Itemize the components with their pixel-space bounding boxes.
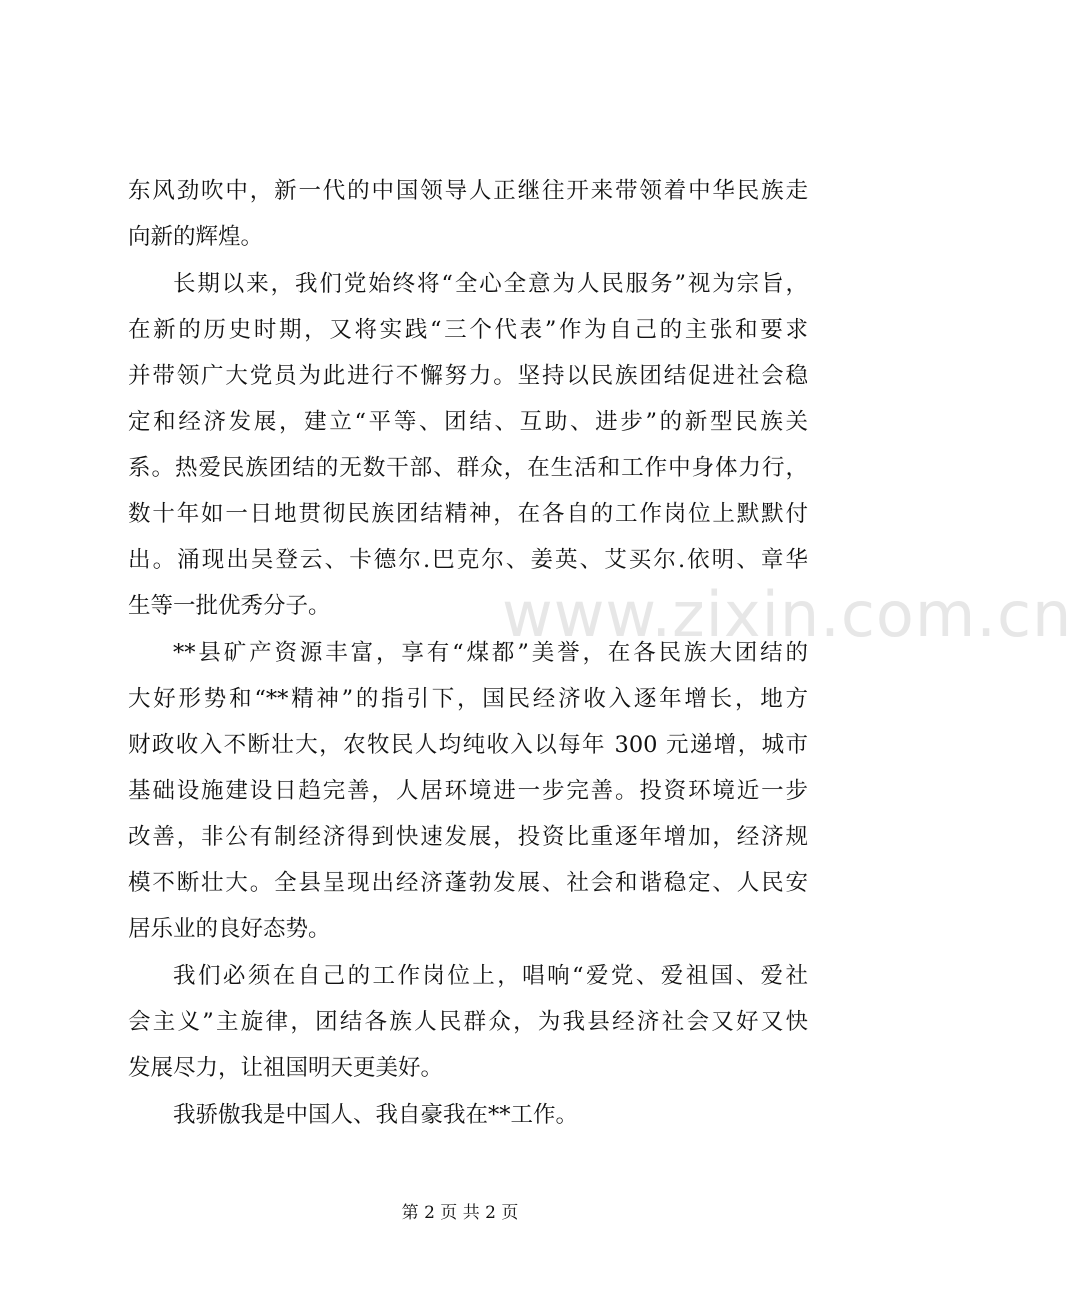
text-line: 系。热爱民族团结的无数干部、群众，在生活和工作中身体力行， [128, 455, 808, 481]
paragraph-first-line: 我们必须在自己的工作岗位上，唱响“爱党、爱祖国、爱社 [173, 963, 808, 989]
page-number-footer: 第 2 页 共 2 页 [401, 1203, 519, 1223]
watermark: www.zixin.com.cn [502, 578, 1072, 651]
text-line: 会主义”主旋律，团结各族人民群众，为我县经济社会又好又快 [128, 1009, 808, 1035]
text-line: 大好形势和“**精神”的指引下，国民经济收入逐年增长，地方 [128, 686, 808, 712]
text-line: 基础设施建设日趋完善，人居环境进一步完善。投资环境近一步 [128, 778, 808, 804]
text-line: 数十年如一日地贯彻民族团结精神，在各自的工作岗位上默默付 [128, 501, 808, 527]
paragraph-first-line: **县矿产资源丰富，享有“煤都”美誉，在各民族大团结的 [173, 640, 808, 666]
text-line: 东风劲吹中，新一代的中国领导人正继往开来带领着中华民族走 [128, 178, 808, 204]
text-line: 在新的历史时期，又将实践“三个代表”作为自己的主张和要求 [128, 317, 808, 343]
text-line: 生等一批优秀分子。 [128, 593, 331, 619]
text-line: 出。涌现出吴登云、卡德尔.巴克尔、姜英、艾买尔.依明、章华 [128, 547, 808, 573]
document-body [128, 168, 808, 1138]
text-line: 并带领广大党员为此进行不懈努力。坚持以民族团结促进社会稳 [128, 363, 808, 389]
text-line: 发展尽力，让祖国明天更美好。 [128, 1055, 444, 1081]
text-line: 定和经济发展，建立“平等、团结、互助、进步”的新型民族关 [128, 409, 808, 435]
paragraph-first-line: 我骄傲我是中国人、我自豪我在**工作。 [173, 1102, 579, 1128]
text-line: 向新的辉煌。 [128, 224, 264, 250]
text-line: 财政收入不断壮大，农牧民人均纯收入以每年 300 元递增，城市 [128, 732, 808, 758]
text-line: 居乐业的良好态势。 [128, 916, 331, 942]
text-line: 模不断壮大。全县呈现出经济蓬勃发展、社会和谐稳定、人民安 [128, 870, 808, 896]
paragraph-first-line: 长期以来，我们党始终将“全心全意为人民服务”视为宗旨， [173, 271, 808, 297]
text-line: 改善，非公有制经济得到快速发展，投资比重逐年增加，经济规 [128, 824, 808, 850]
